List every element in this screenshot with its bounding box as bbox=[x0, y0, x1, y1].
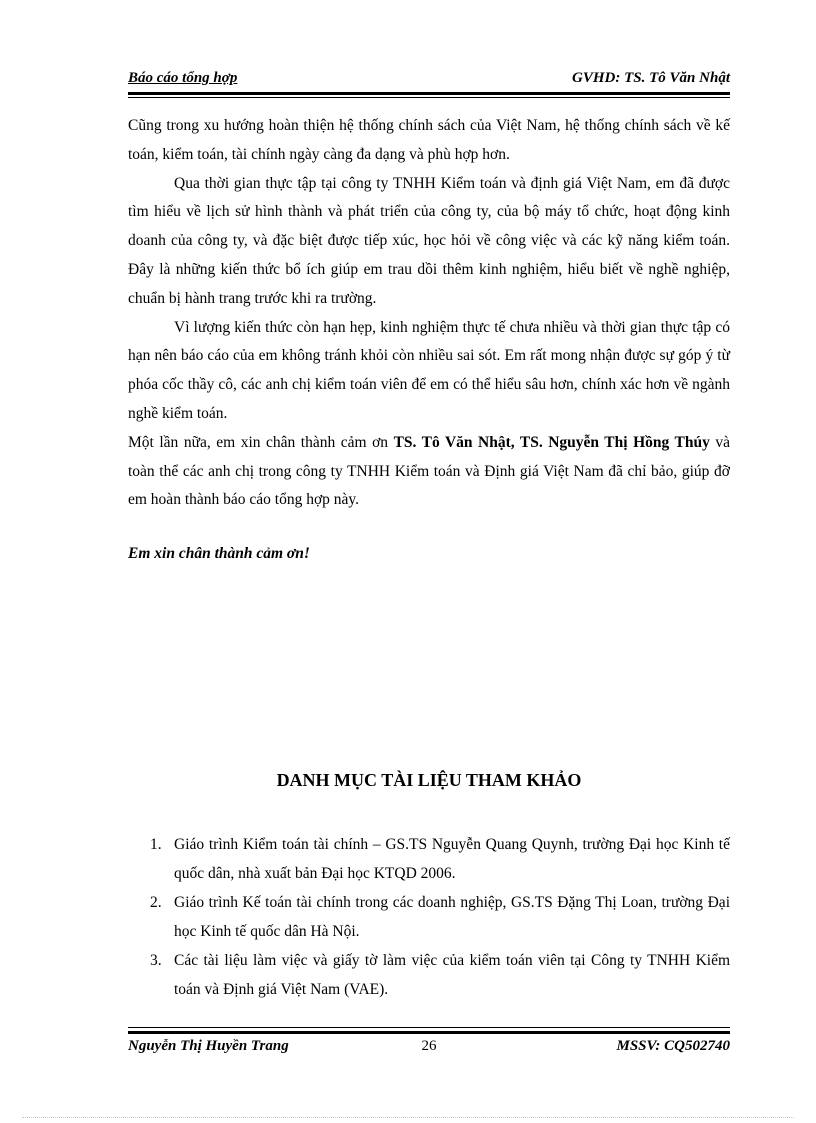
header-divider-thin bbox=[128, 97, 730, 98]
reference-number: 3. bbox=[150, 952, 162, 969]
reference-number: 2. bbox=[150, 894, 162, 911]
header-divider-thick bbox=[128, 92, 730, 95]
paragraph-acknowledgement bbox=[128, 429, 730, 515]
page-header bbox=[128, 70, 730, 90]
reference-item bbox=[150, 888, 730, 946]
header-report-title: Báo cáo tổng hợp bbox=[128, 70, 238, 86]
body-text bbox=[128, 112, 730, 569]
reference-item bbox=[150, 946, 730, 1004]
acknowledgement-start: Một lần nữa, em xin chân thành cảm ơn bbox=[128, 433, 394, 451]
header-supervisor: GVHD: TS. Tô Văn Nhật bbox=[572, 70, 730, 86]
footer-divider-thin bbox=[128, 1027, 730, 1028]
paragraph-internship: Qua thời gian thực tập tại công ty TNHH Kiểm toán và định giá Việt Nam, em đã được tìm hiểu về lịch sử hình thành và phát triển của công ty, của bộ máy tổ chức, hoạt động kinh doanh của công ty, và đặc biệt được tiếp xúc, học hỏi về công việc và các kỹ năng kiểm toán. Đây là những kiến thức bổ ích giúp em trau dồi thêm kinh nghiệm, hiểu biết về nghề nghiệp, chuẩn bị hành trang trước khi ra trường. bbox=[128, 174, 730, 307]
paragraph-limitations: Vì lượng kiến thức còn hạn hẹp, kinh nghiệm thực tế chưa nhiều và thời gian thực tập có hạn nên báo cáo của em không tránh khỏi còn nhiều sai sót. Em rất mong nhận được sự góp ý từ phóa cốc thầy cô, các anh chị kiểm toán viên để em có thể hiểu sâu hơn, chính xác hơn về ngành nghề kiểm toán. bbox=[128, 318, 730, 422]
acknowledgement-end: và toàn thể các anh chị trong công ty TNHH Kiểm toán và Định giá Việt Nam đã chỉ bảo, giúp đỡ em hoàn thành báo cáo tổng hợp này. bbox=[128, 433, 730, 509]
closing-thanks: Em xin chân thành cảm ơn! bbox=[128, 545, 310, 563]
page-bottom-edge bbox=[22, 1117, 794, 1118]
references-title: DANH MỤC TÀI LIỆU THAM KHẢO bbox=[276, 770, 582, 790]
acknowledgement-names: TS. Tô Văn Nhật, TS. Nguyễn Thị Hồng Thúy bbox=[393, 433, 710, 451]
footer-student-id: MSSV: CQ502740 bbox=[616, 1038, 730, 1054]
reference-item bbox=[150, 830, 730, 888]
page-number: 26 bbox=[421, 1038, 437, 1054]
footer-divider-thick bbox=[128, 1031, 730, 1034]
reference-text: Giáo trình Kiểm toán tài chính – GS.TS Nguyễn Quang Quynh, trường Đại học Kinh tế quốc dân, nhà xuất bản Đại học KTQD 2006. bbox=[174, 836, 730, 882]
footer-author: Nguyễn Thị Huyền Trang bbox=[128, 1038, 289, 1054]
references-list bbox=[150, 830, 730, 1004]
reference-text: Giáo trình Kế toán tài chính trong các doanh nghiệp, GS.TS Đặng Thị Loan, trường Đại học Kinh tế quốc dân Hà Nội. bbox=[174, 894, 730, 940]
paragraph-policy: Cũng trong xu hướng hoàn thiện hệ thống chính sách của Việt Nam, hệ thống chính sách về kế toán, kiểm toán, tài chính ngày càng đa dạng và phù hợp hơn. bbox=[128, 117, 730, 163]
page-footer bbox=[128, 1038, 730, 1060]
reference-text: Các tài liệu làm việc và giấy tờ làm việc của kiểm toán viên tại Công ty TNHH Kiểm toán và Định giá Việt Nam (VAE). bbox=[174, 952, 730, 998]
reference-number: 1. bbox=[150, 836, 162, 853]
